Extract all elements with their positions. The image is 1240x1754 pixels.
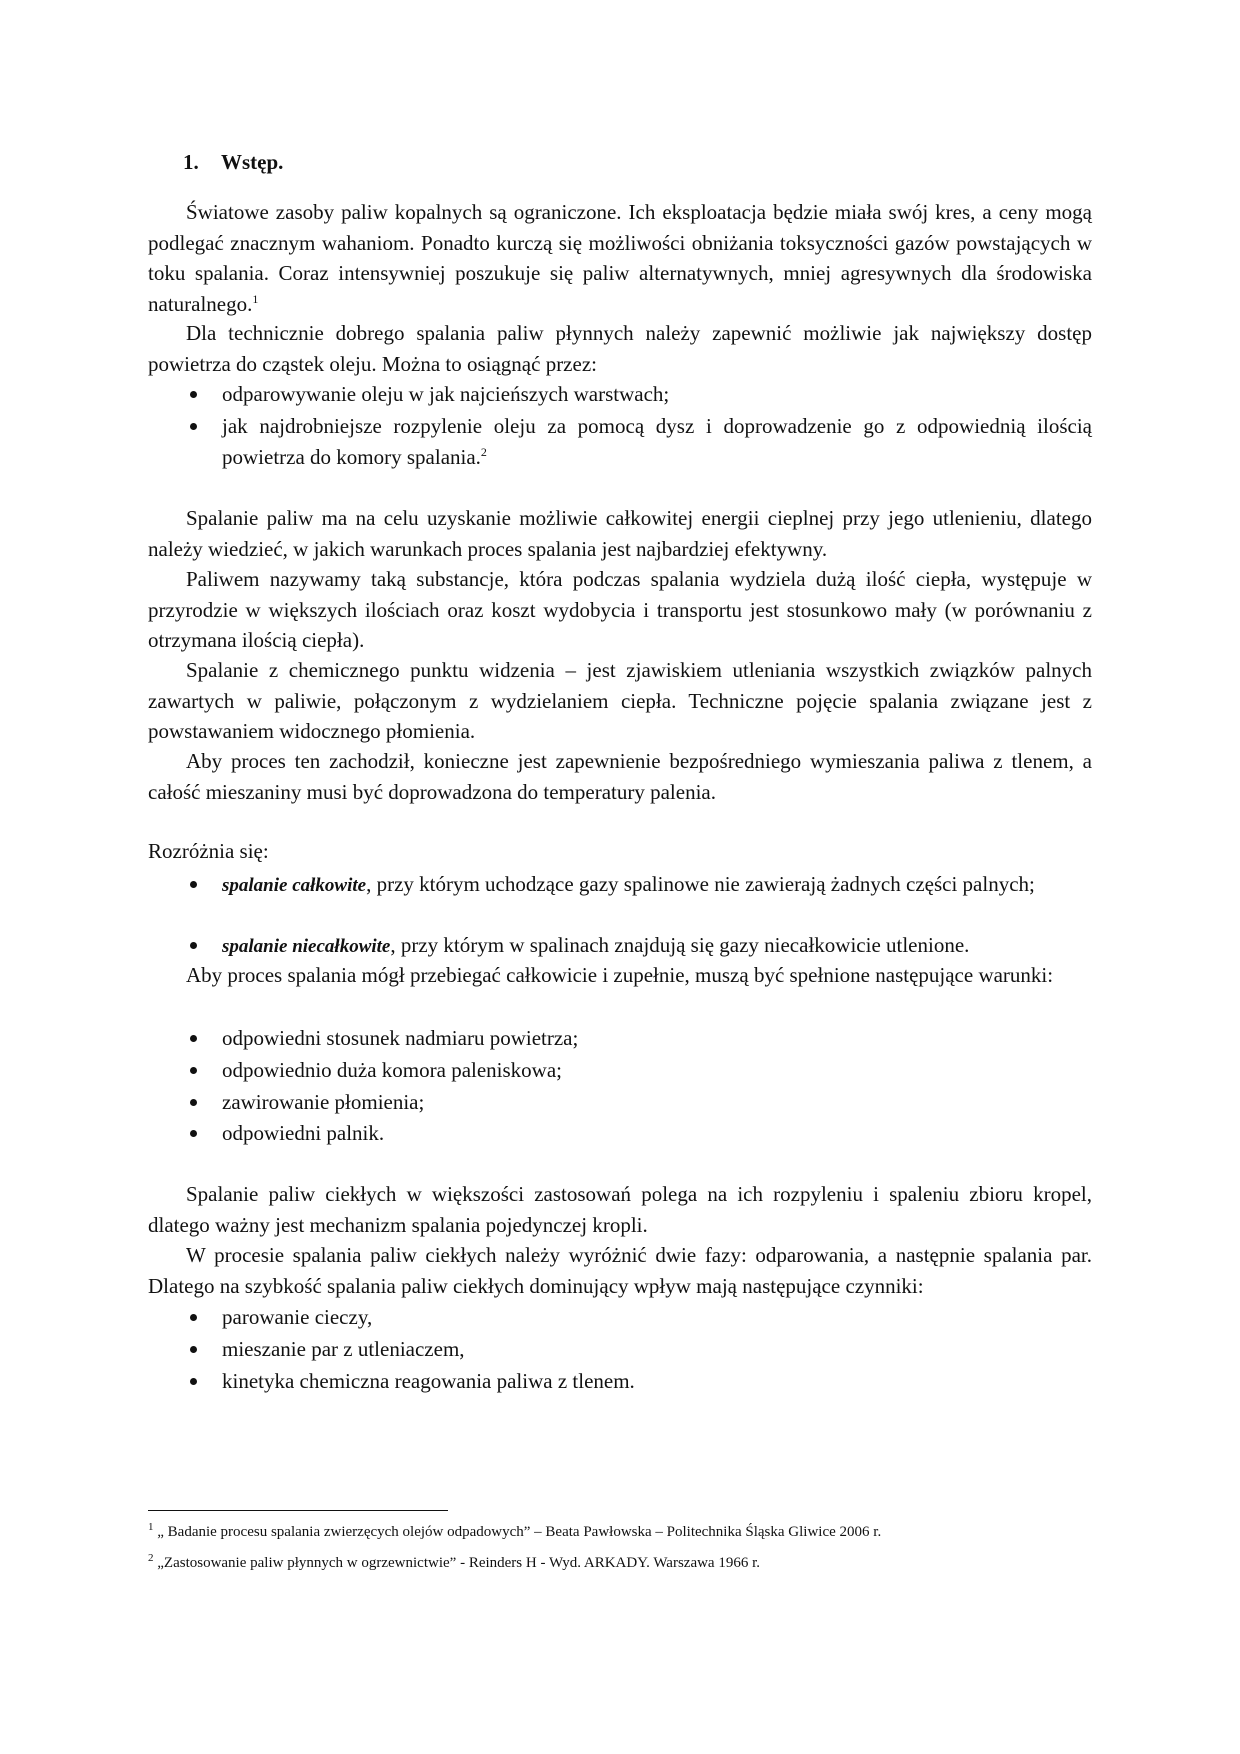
paragraph-combustion-goal: Spalanie paliw ma na celu uzyskanie możliwie całkowitej energii cieplnej przy jego utlenieniu, dlatego należy wiedzieć, w jakich warunkach proces spalania jest najbardziej efektywny. (148, 506, 1092, 561)
list-item (222, 930, 1092, 962)
list-item: odpowiedni stosunek nadmiaru powietrza; (222, 1023, 1092, 1054)
footnote-text: „Zastosowanie paliw płynnych w ogrzewnictwie” - Reinders H - Wyd. ARKADY. Warszawa 1966 r. (157, 1555, 761, 1571)
list-item-text: jak najdrobniejsze rozpylenie oleju za pomocą dysz i doprowadzenie go z odpowiednią ilością powietrza do komory spalania. (222, 414, 1092, 469)
list-item: mieszanie par z utleniaczem, (222, 1334, 1092, 1365)
paragraph-text: Światowe zasoby paliw kopalnych są ograniczone. Ich eksploatacja będzie miała swój kres, a ceny mogą podlegać znacznym wahaniom. Ponadto kurczą się możliwości obniżania toksyczności gazów powstających w toku spalania. Coraz intensywniej poszukuje się paliw alternatywnych, mniej agresywnych dla środowiska naturalnego. (148, 200, 1092, 316)
footnote-ref-1[interactable]: 1 (252, 291, 259, 306)
term: spalanie całkowite (222, 875, 367, 896)
footnote-mark: 1 (148, 1521, 154, 1533)
term: spalanie niecałkowite (222, 936, 391, 957)
list-item (222, 411, 1092, 473)
paragraph-fuel-definition: Paliwem nazywamy taką substancje, która podczas spalania wydziela dużą ilość ciepła, występuje w przyrodzie w większych ilościach oraz koszt wydobycia i transportu jest stosunkowo mały (w porównaniu z otrzymana ilością ciepła). (148, 567, 1092, 652)
paragraph-chemical-view: Spalanie z chemicznego punktu widzenia – jest zjawiskiem utleniania wszystkich związków palnych zawartych w paliwie, połączonym z wydzielaniem ciepła. Techniczne pojęcie spalania związane jest z powstawaniem widocznego płomienia. (148, 658, 1092, 743)
section-heading (183, 147, 1127, 178)
paragraph-intro (148, 197, 1092, 319)
list-item (222, 869, 1092, 901)
list-item: odparowywanie oleju w jak najcieńszych warstwach; (222, 379, 1092, 410)
list-item-text: , przy którym uchodzące gazy spalinowe nie zawierają żadnych części palnych; (366, 872, 1035, 896)
footnote-2 (148, 1553, 1092, 1573)
paragraph-mixing: Aby proces ten zachodził, konieczne jest zapewnienie bezpośredniego wymieszania paliwa z tlenem, a całość mieszaniny musi być doprowadzona do temperatury palenia. (148, 749, 1092, 804)
footnote-1 (148, 1522, 1092, 1542)
footnote-ref-2[interactable]: 2 (480, 445, 487, 459)
list-item: odpowiednio duża komora paleniskowa; (222, 1055, 1092, 1086)
list-item: zawirowanie płomienia; (222, 1087, 1092, 1118)
paragraph-distinguish: Rozróżnia się: (148, 839, 269, 863)
paragraph-conditions: Aby proces spalania mógł przebiegać całkowicie i zupełnie, muszą być spełnione następujące warunki: (186, 963, 1054, 987)
footnote-mark: 2 (148, 1552, 154, 1564)
paragraph-air-access: Dla technicznie dobrego spalania paliw płynnych należy zapewnić możliwie jak największy dostęp powietrza do cząstek oleju. Można to osiągnąć przez: (148, 321, 1092, 376)
paragraph-liquid-fuels: Spalanie paliw ciekłych w większości zastosowań polega na ich rozpyleniu i spaleniu zbioru kropel, dlatego ważny jest mechanizm spalania pojedynczej kropli. (148, 1182, 1092, 1237)
section-title: Wstęp. (221, 150, 284, 174)
paragraph-phases: W procesie spalania paliw ciekłych należy wyróżnić dwie fazy: odparowania, a następnie spalania par. Dlatego na szybkość spalania paliw ciekłych dominujący wpływ mają następujące czynniki: (148, 1243, 1092, 1298)
list-item: parowanie cieczy, (222, 1302, 1092, 1333)
footnote-separator (148, 1510, 448, 1511)
list-item-text: , przy którym w spalinach znajdują się gazy niecałkowicie utlenione. (390, 933, 970, 957)
list-item: odpowiedni palnik. (222, 1118, 1092, 1149)
section-number: 1. (183, 150, 199, 174)
footnote-text: „ Badanie procesu spalania zwierzęcych olejów odpadowych” – Beata Pawłowska – Politechnika Śląska Gliwice 2006 r. (157, 1524, 882, 1540)
list-item: kinetyka chemiczna reagowania paliwa z tlenem. (222, 1366, 1092, 1397)
